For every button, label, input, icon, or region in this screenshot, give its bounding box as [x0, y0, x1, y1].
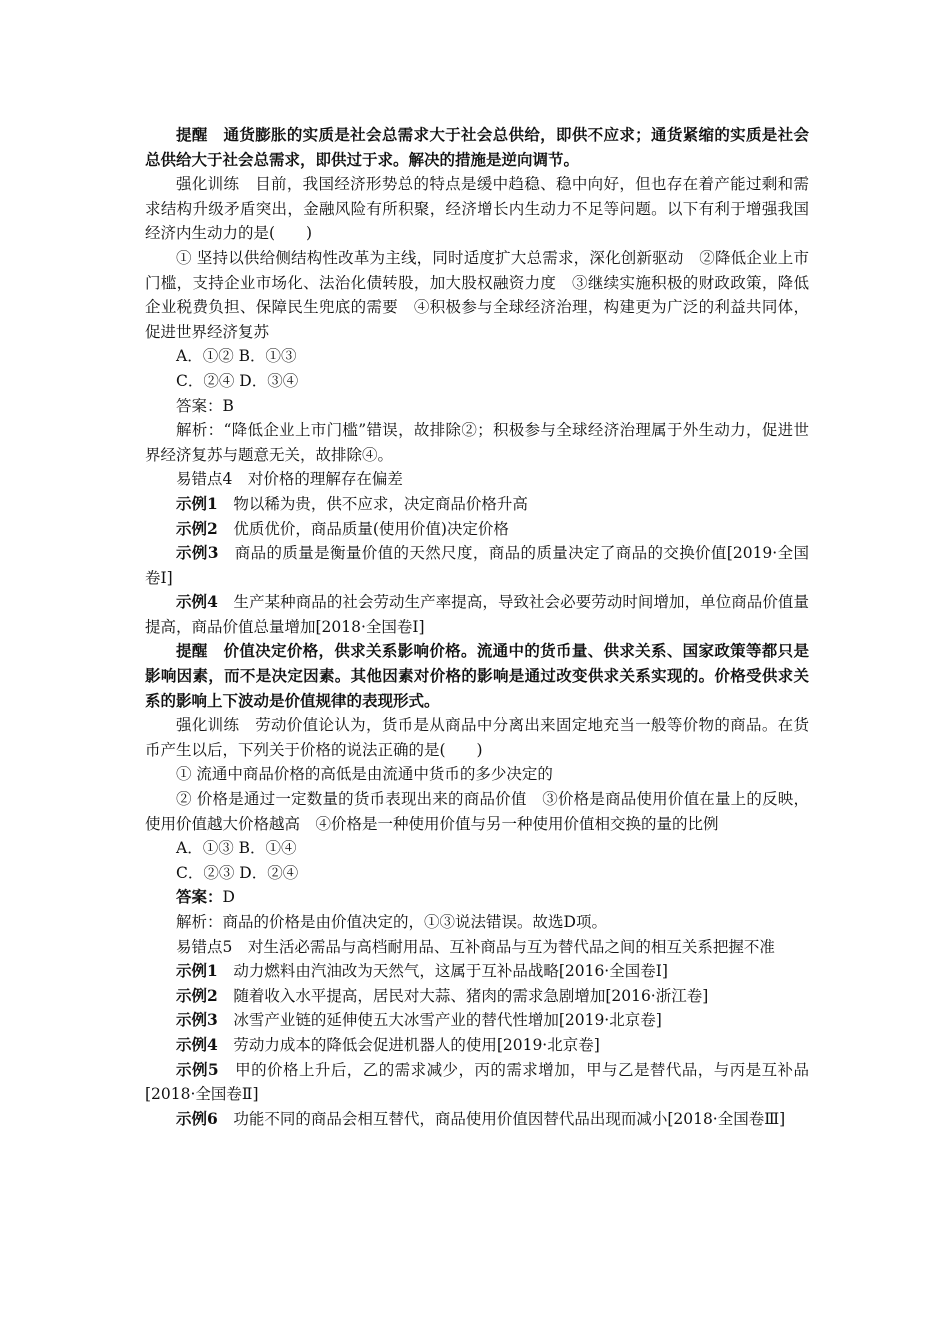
point5-example-5: [145, 1058, 809, 1107]
tip-text: 价值决定价格，供求关系影响价格。流通中的货币量、供求关系、国家政策等都只是影响因素，而不是决定因素。其他因素对价格的影响是通过改变供求关系实现的。价格受供求关系的影响上下波动是价值规律的表现形式。: [145, 641, 809, 710]
training-label: 强化训练: [176, 716, 240, 735]
analysis-label: 解析：: [176, 913, 223, 931]
example-text: 动力燃料由汽油改为天然气，这属于互补品战略[2016·全国卷Ⅰ]: [233, 962, 668, 981]
tip-paragraph-1: [145, 123, 809, 172]
point5-example-4: [145, 1033, 809, 1058]
example-text: 生产某种商品的社会劳动生产率提高，导致社会必要劳动时间增加，单位商品价值量提高，商品价值总量增加[2018·全国卷Ⅰ]: [145, 593, 809, 636]
question-text: 目前，我国经济形势总的特点是缓中趋稳、稳中向好，但也存在着产能过剩和需求结构升级矛盾突出，金融风险有所积聚，经济增长内生动力不足等问题。以下有利于增强我国经济内生动力的是( ): [145, 175, 809, 243]
point5-example-2: [145, 984, 809, 1009]
point5-example-1: [145, 959, 809, 984]
point4-example-4: [145, 590, 809, 639]
point4-example-3: [145, 541, 809, 590]
analysis-text: 商品的价格是由价值决定的，①③说法错误。故选D项。: [222, 913, 607, 931]
example-label: 示例3: [176, 1010, 218, 1030]
example-label: 示例1: [176, 493, 218, 513]
example-label: 示例4: [176, 592, 218, 612]
example-text: 随着收入水平提高，居民对大蒜、猪肉的需求急剧增加[2016·浙江卷]: [233, 986, 709, 1005]
training-label: 强化训练: [176, 175, 240, 194]
tip-text: 通货膨胀的实质是社会总需求大于社会总供给，即供不应求；通货紧缩的实质是社会总供给大于社会总需求，即供过于求。解决的措施是逆向调节。: [145, 125, 809, 169]
answer-label: 答案：: [176, 396, 223, 415]
training-question-2: [145, 713, 809, 762]
example-text: 冰雪产业链的延伸使五大冰雪产业的替代性增加[2019·北京卷]: [233, 1011, 662, 1030]
analysis-2: [145, 910, 809, 935]
example-label: 示例4: [176, 1034, 218, 1054]
answer-1: [145, 394, 809, 419]
answer-label: 答案：: [176, 887, 223, 907]
example-text: 商品的质量是衡量价值的天然尺度，商品的质量决定了商品的交换价值[2019·全国卷Ⅰ]: [145, 544, 809, 587]
tip-label: 提醒: [176, 125, 208, 144]
analysis-text: “降低企业上市门槛”错误，故排除②；积极参与全球经济治理属于外生动力，促进世界经济复苏与题意无关，故排除④。: [145, 421, 809, 464]
example-text: 甲的价格上升后，乙的需求减少，丙的需求增加，甲与乙是替代品，与丙是互补品[2018·全国卷Ⅱ]: [145, 1060, 809, 1104]
point4-title: 易错点4 对价格的理解存在偏差: [176, 470, 403, 489]
question-text: 劳动价值论认为，货币是从商品中分离出来固定地充当一般等价物的商品。在货币产生以后，下列关于价格的说法正确的是( ): [145, 716, 809, 759]
document-page: [145, 123, 809, 1131]
training-question-1: [145, 172, 809, 246]
analysis-label: 解析：: [176, 421, 224, 440]
example-label: 示例2: [176, 518, 218, 538]
options-row-2: C．②④ D．③④: [176, 371, 299, 390]
options-row-4: C．②③ D．②④: [176, 863, 299, 882]
example-text: 功能不同的商品会相互替代，商品使用价值因替代品出现而减小[2018·全国卷Ⅲ]: [233, 1109, 786, 1128]
example-label: 示例3: [176, 543, 219, 563]
point5-example-3: [145, 1008, 809, 1033]
point5-example-6: [145, 1107, 809, 1132]
point5-title: 易错点5 对生活必需品与高档耐用品、互补商品与互为替代品之间的相互关系把握不准: [176, 937, 775, 956]
example-label: 示例1: [176, 961, 218, 981]
statements-1: ① 坚持以供给侧结构性改革为主线，同时适度扩大总需求，深化创新驱动 ②降低企业上市门槛，支持企业市场化、法治化债转股，加大股权融资力度 ③继续实施积极的财政政策，降低企业税费负担、保障民生兜底的需要 ④积极参与全球经济治理，构建更为广泛的利益共同体，促进世界经济复苏: [145, 248, 809, 341]
example-label: 示例2: [176, 985, 218, 1005]
answer-value: B: [222, 396, 234, 415]
example-text: 优质优价，商品质量(使用价值)决定价格: [233, 519, 509, 538]
options-row-3: A．①③ B．①④: [176, 839, 297, 858]
point4-example-1: [145, 492, 809, 517]
example-text: 物以稀为贵，供不应求，决定商品价格升高: [233, 494, 528, 513]
example-label: 示例5: [176, 1059, 219, 1079]
tip-paragraph-2: [145, 639, 809, 713]
analysis-1: [145, 418, 809, 467]
options-row-1: A．①② B．①③: [176, 347, 297, 366]
point4-example-2: [145, 517, 809, 542]
statement-2a: ① 流通中商品价格的高低是由流通中货币的多少决定的: [176, 765, 553, 784]
answer-2: [145, 885, 809, 910]
answer-value: D: [222, 888, 235, 907]
statement-2b: ② 价格是通过一定数量的货币表现出来的商品价值 ③价格是商品使用价值在量上的反映，使用价值越大价格越高 ④价格是一种使用价值与另一种使用价值相交换的量的比例: [145, 790, 809, 833]
example-label: 示例6: [176, 1108, 218, 1128]
example-text: 劳动力成本的降低会促进机器人的使用[2019·北京卷]: [233, 1035, 600, 1054]
tip-label: 提醒: [176, 641, 208, 661]
